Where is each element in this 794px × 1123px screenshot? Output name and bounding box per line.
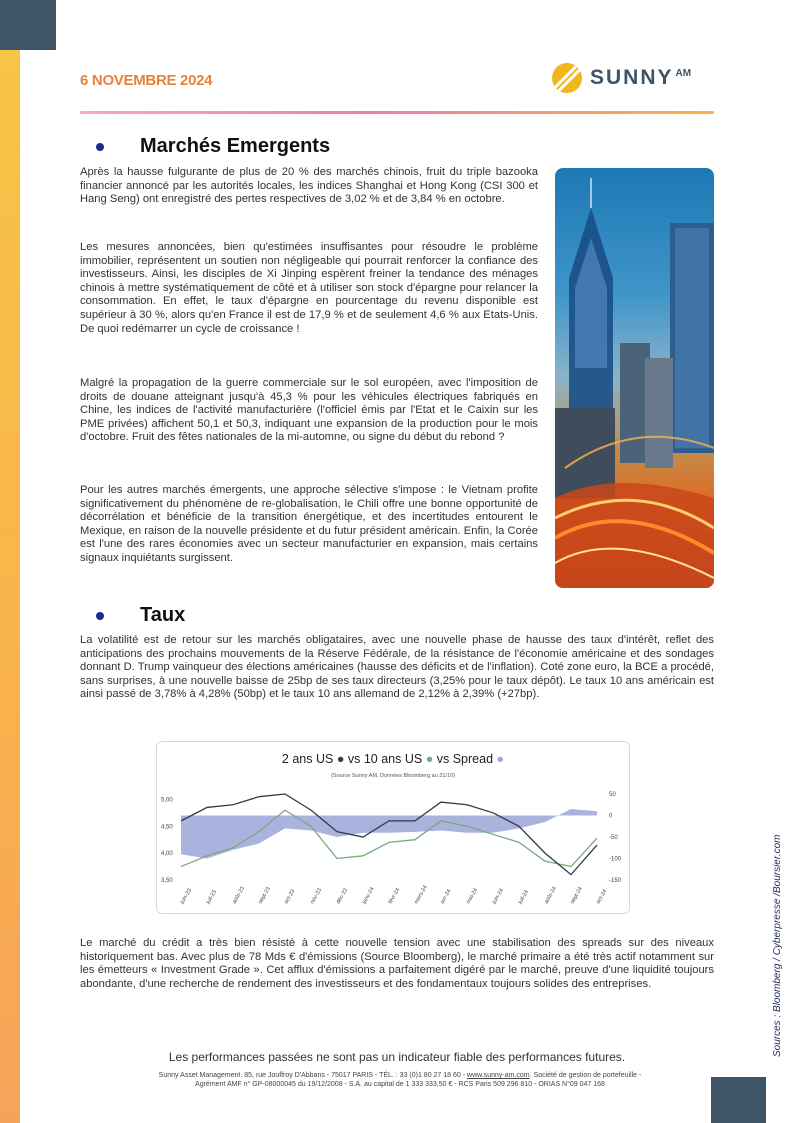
paragraph-emerging-2: Les mesures annoncées, bien qu'estimées insuffisantes pour résoudre le problème immobilier, représentent un soutien non négligeable qui pourrait renforcer la confiance des investisseurs. Ainsi, les disciples de Xi Jinping espèrent freiner la tendance des ménages chinois à mettre systématiquement de côté et à utiliser son stock d'épargne pour relancer la consommation. En effet, le taux d'épargne en pourcentage du revenu disponible est supérieur à 30 %, alors qu'en France il est de 17,9 % et de seulement 4,6 % aux Etats-Unis. De quoi redémarrer un cycle de croissance ! [80, 241, 538, 335]
section-title-emerging: Marchés Emergents [96, 135, 330, 158]
bullet-icon [96, 612, 104, 620]
left-gradient-bar [0, 50, 20, 1123]
rates-chart [156, 741, 630, 914]
x-axis-tick: août-24 [543, 885, 559, 905]
x-axis-tick: juin-23 [179, 887, 193, 905]
right-axis-tick: 50 [609, 792, 616, 798]
logo-text: SUNNY $^{AM}$ [590, 66, 692, 89]
x-axis-tick: juil-23 [205, 889, 219, 905]
x-axis-tick: déc-23 [335, 887, 350, 905]
paragraph-emerging-1: Après la hausse fulgurante de plus de 20 % des marchés chinois, fruit du triple bazooka financier annoncé par les autorités locales, les indices Shanghai et Hong Kong (CSI 300 et Hang Seng) ont enregistré des pertes respectives de 3,02 % et de 3,84 % en octobre. [80, 166, 538, 206]
x-axis-tick: oct-24 [595, 888, 609, 905]
x-axis-tick: mars-24 [413, 884, 429, 905]
left-axis-tick: 4,00 [161, 851, 173, 858]
right-axis-tick: -100 [609, 856, 622, 863]
x-axis-tick: oct-23 [283, 888, 297, 905]
section-title-rates: Taux [96, 604, 185, 627]
x-axis-tick: sept-24 [569, 886, 584, 905]
corner-decoration-bottom [711, 1077, 766, 1123]
skyline-illustration [555, 168, 714, 588]
right-axis-tick: -150 [609, 878, 622, 884]
sun-logo-icon [552, 63, 582, 93]
spread-area [181, 809, 597, 858]
left-axis-tick: 5,00 [161, 797, 173, 804]
chart-subtitle: (Source Sunny AM. Données Bloomberg au 31/10) [331, 773, 455, 779]
document-date: 6 NOVEMBRE 2024 [80, 72, 213, 89]
x-axis-tick: juil-24 [517, 889, 531, 905]
left-axis-tick: 3,50 [161, 878, 173, 884]
chart-title: 2 ans US ● vs 10 ans US ● vs Spread ● [281, 752, 505, 766]
paragraph-rates-1: La volatilité est de retour sur les marchés obligataires, avec une nouvelle phase de hausse des taux d'intérêt, reflet des anticipations des prochains mouvements de la Réserve Fédérale, de la résistance de l'économie américaine et des sondages donnant D. Trump vainqueur des élections américaines (hausse des déficits et de l'inflation). Coté zone euro, la BCE a procédé, sans surprises, à une nouvelle baisse de 25bp de ses taux directeurs (3,25% pour le taux dépôt). Le taux 10 ans américain est ainsi passé de 3,78% à 4,28% (50bp) et le taux 10 ans allemand de 2,12% à 2,39% (+27bp). [80, 634, 714, 701]
paragraph-rates-2: Le marché du crédit a très bien résisté à cette nouvelle tension avec une stabilisation des spreads sur des niveaux historiquement bas. Avec plus de 78 Mds € d'émissions (Source Bloomberg), le marché primaire a été très actif notamment sur les émetteurs « Investment Grade ». Cet afflux d'émissions a parfaitement digéré par le marché, preuve d'une liquidité toujours abondante, d'une recherche de rendement des investisseurs et des fondamentaux toujours solides des entreprises. [80, 937, 714, 990]
sunny-am-logo [552, 62, 691, 94]
bullet-icon [96, 143, 104, 151]
hong-kong-skyline-photo [555, 168, 714, 588]
chart-plot [157, 742, 629, 913]
left-axis-tick: 4,50 [161, 824, 173, 831]
x-axis-tick: sept-23 [257, 886, 272, 905]
legal-footer: Sunny Asset Management. 85, rue Jouffroy D'Abbans - 75017 PARIS - TÉL. : 33 (0)1 80 27 18 60 - www.sunny-am.com. Société de gestion de portefeuille - Agrément AMF n° GP-08000045 du 19/12/2008 - S.A. au capital de 1 333 333,50 € - RCS Paris 509 296 810 - ORIAS N°09 047 168 [158, 1072, 642, 1088]
x-axis-tick: avr-24 [439, 888, 453, 905]
x-axis-tick: juin-24 [491, 887, 505, 905]
x-axis-tick: janv-24 [361, 886, 376, 905]
performance-disclaimer: Les performances passées ne sont pas un indicateur fiable des performances futures. [168, 1050, 626, 1064]
website-link[interactable]: www.sunny-am.com [467, 1072, 530, 1079]
paragraph-emerging-4: Pour les autres marchés émergents, une approche sélective s'impose : le Vietnam profite significativement du phénomène de re-globalisation, le Chili offre une bonne opportunité de décorrélation et bénéficie de la transition énergétique, et des incertitudes entourent le Mexique, en raison de la nouvelle présidente et du futur président américain. Enfin, la Corée est l'une des rares économies avec un secteur manufacturier en expansion, mais certains signaux inquiétants surgissent. [80, 484, 538, 564]
right-axis-tick: -50 [609, 835, 618, 841]
paragraph-emerging-3: Malgré la propagation de la guerre commerciale sur le sol européen, avec l'imposition de droits de douane atteignant jusqu'à 45,3 % pour les véhicules électriques fabriqués en Chine, les indices de l'activité manufacturière (l'officiel émis par l'Etat et le Caixin sur les PME privées) affichent 50,1 et 50,3, indiquant une expansion de la production pour le mois d'octobre. Fruit des fêtes nationales de la mi-automne, ou signe du début du rebond ? [80, 377, 538, 444]
right-axis-tick: 0 [609, 813, 613, 820]
x-axis-tick: nov-23 [309, 887, 324, 905]
sources-note: Sources : Bloomberg / Cyberpresse /Boursier.com [772, 834, 783, 1057]
x-axis-tick: mai-24 [465, 887, 480, 905]
corner-decoration-top [0, 0, 56, 50]
x-axis-tick: févr-24 [387, 887, 402, 905]
x-axis-tick: août-23 [231, 885, 247, 905]
header-rule [80, 111, 714, 114]
